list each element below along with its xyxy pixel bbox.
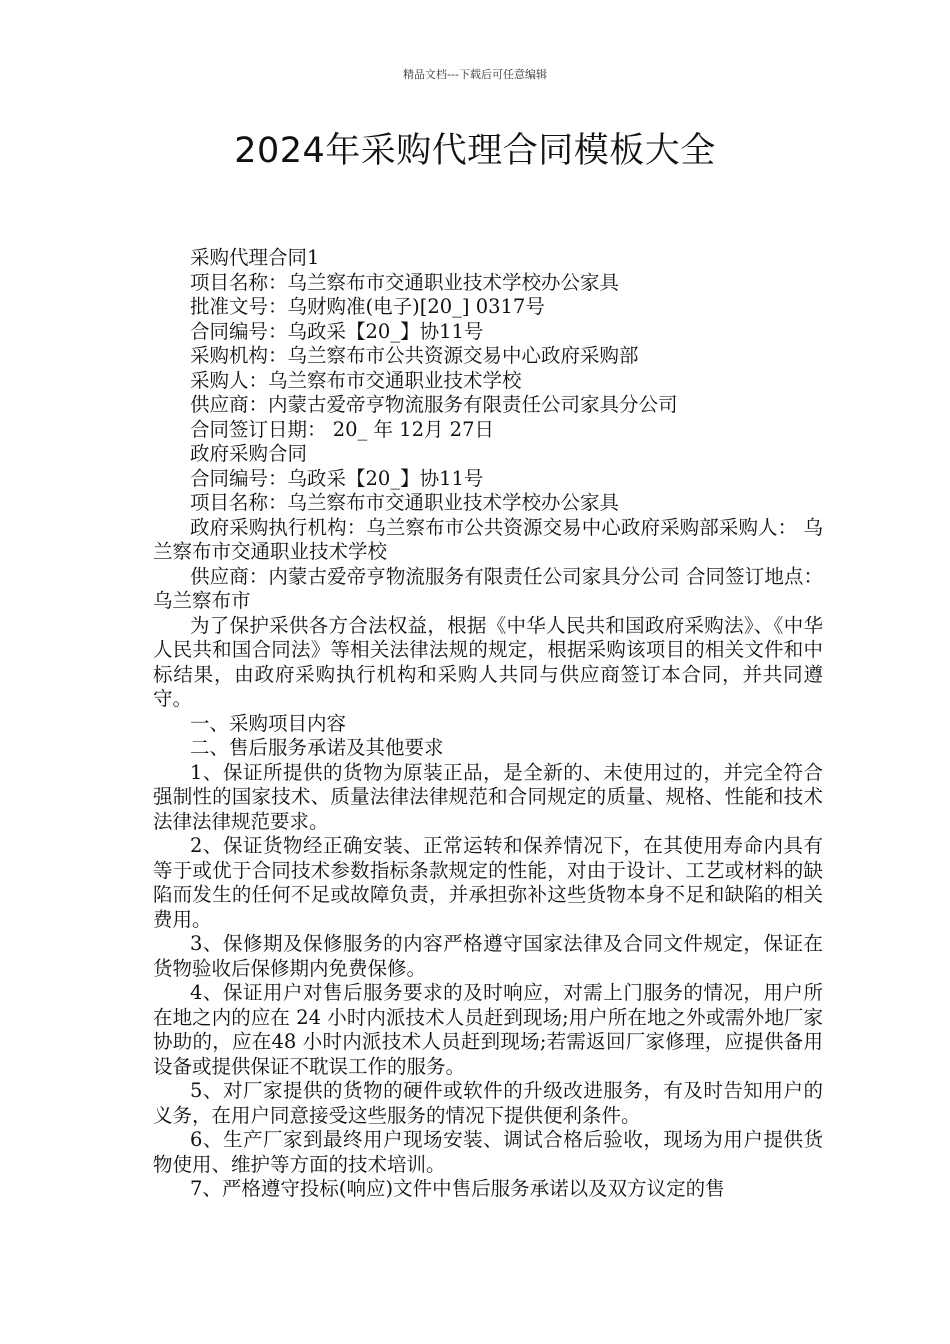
paragraph-execution-agency: 政府采购执行机构：乌兰察布市公共资源交易中心政府采购部采购人： 乌兰察布市交通职业技术学校 bbox=[153, 515, 823, 563]
paragraph-approval-number: 批准文号：乌财购准(电子)[20_] 0317号 bbox=[190, 295, 545, 318]
paragraph-contract-number: 合同编号：乌政采【20_】协11号 bbox=[190, 319, 484, 343]
paragraph-preamble: 为了保护采供各方合法权益，根据《中华人民共和国政府采购法》、《中华人民共和国合同法》等相关法律法规的规定，根据采购该项目的相关文件和中标结果，由政府采购执行机构和采购人共同与供应商签订本合同，并共同遵守。 bbox=[153, 613, 823, 710]
paragraph-project-name-2: 项目名称：乌兰察布市交通职业技术学校办公家具 bbox=[190, 491, 620, 514]
paragraph-clause-3: 3、保修期及保修服务的内容严格遵守国家法律及合同文件规定，保证在货物验收后保修期内免费保修。 bbox=[153, 932, 823, 980]
paragraph-section-2: 二、售后服务承诺及其他要求 bbox=[190, 736, 444, 759]
paragraph-clause-4: 4、保证用户对售后服务要求的及时响应，对需上门服务的情况，用户所在地之内的应在 24 小时内派技术人员赶到现场;用户所在地之外或需外地厂家协助的，应在48 小时内派技术人员赶到现场;若需返回厂家修理，应提供备用设备或提供保证不耽误工作的服务。 bbox=[153, 981, 823, 1078]
paragraph-section-1: 一、采购项目内容 bbox=[190, 711, 347, 735]
paragraph-clause-5: 5、对厂家提供的货物的硬件或软件的升级改进服务，有及时告知用户的义务，在用户同意接受这些服务的情况下提供便利条件。 bbox=[153, 1079, 823, 1127]
page-header-note: 精品文档---下载后可任意编辑 bbox=[403, 68, 547, 81]
paragraph-supplier: 供应商：内蒙古爱帝亨物流服务有限责任公司家具分公司 bbox=[190, 393, 678, 416]
paragraph-contract-number-2: 合同编号：乌政采【20_】协11号 bbox=[190, 466, 484, 490]
paragraph-purchaser: 采购人：乌兰察布市交通职业技术学校 bbox=[190, 368, 522, 392]
paragraph-project-name: 项目名称：乌兰察布市交通职业技术学校办公家具 bbox=[190, 270, 620, 294]
paragraph-government-contract: 政府采购合同 bbox=[190, 442, 308, 465]
document-body bbox=[153, 246, 823, 1202]
paragraph-supplier-location: 供应商：内蒙古爱帝亨物流服务有限责任公司家具分公司 合同签订地点：乌兰察布市 bbox=[153, 564, 823, 612]
paragraph-clause-2: 2、保证货物经正确安装、正常运转和保养情况下，在其使用寿命内具有等于或优于合同技术参数指标条款规定的性能，对由于设计、工艺或材料的缺陷而发生的任何不足或故障负责，并承担弥补这些货物本身不足和缺陷的相关费用。 bbox=[153, 834, 823, 931]
paragraph-clause-1: 1、保证所提供的货物为原装正品，是全新的、未使用过的，并完全符合强制性的国家技术、质量法律法律规范和合同规定的质量、规格、性能和技术法律法律规范要求。 bbox=[153, 760, 823, 833]
paragraph-procurement-agency: 采购机构：乌兰察布市公共资源交易中心政府采购部 bbox=[190, 344, 639, 367]
paragraph-clause-6: 6、生产厂家到最终用户现场安装、调试合格后验收，现场为用户提供货物使用、维护等方面的技术培训。 bbox=[153, 1128, 823, 1176]
paragraph-contract-heading: 采购代理合同1 bbox=[190, 246, 320, 269]
document-title: 2024年采购代理合同模板大全 bbox=[234, 131, 716, 171]
paragraph-signing-date: 合同签订日期： 20_ 年 12月 27日 bbox=[190, 417, 494, 441]
paragraph-clause-7: 7、严格遵守投标(响应)文件中售后服务承诺以及双方议定的售 bbox=[190, 1177, 725, 1200]
